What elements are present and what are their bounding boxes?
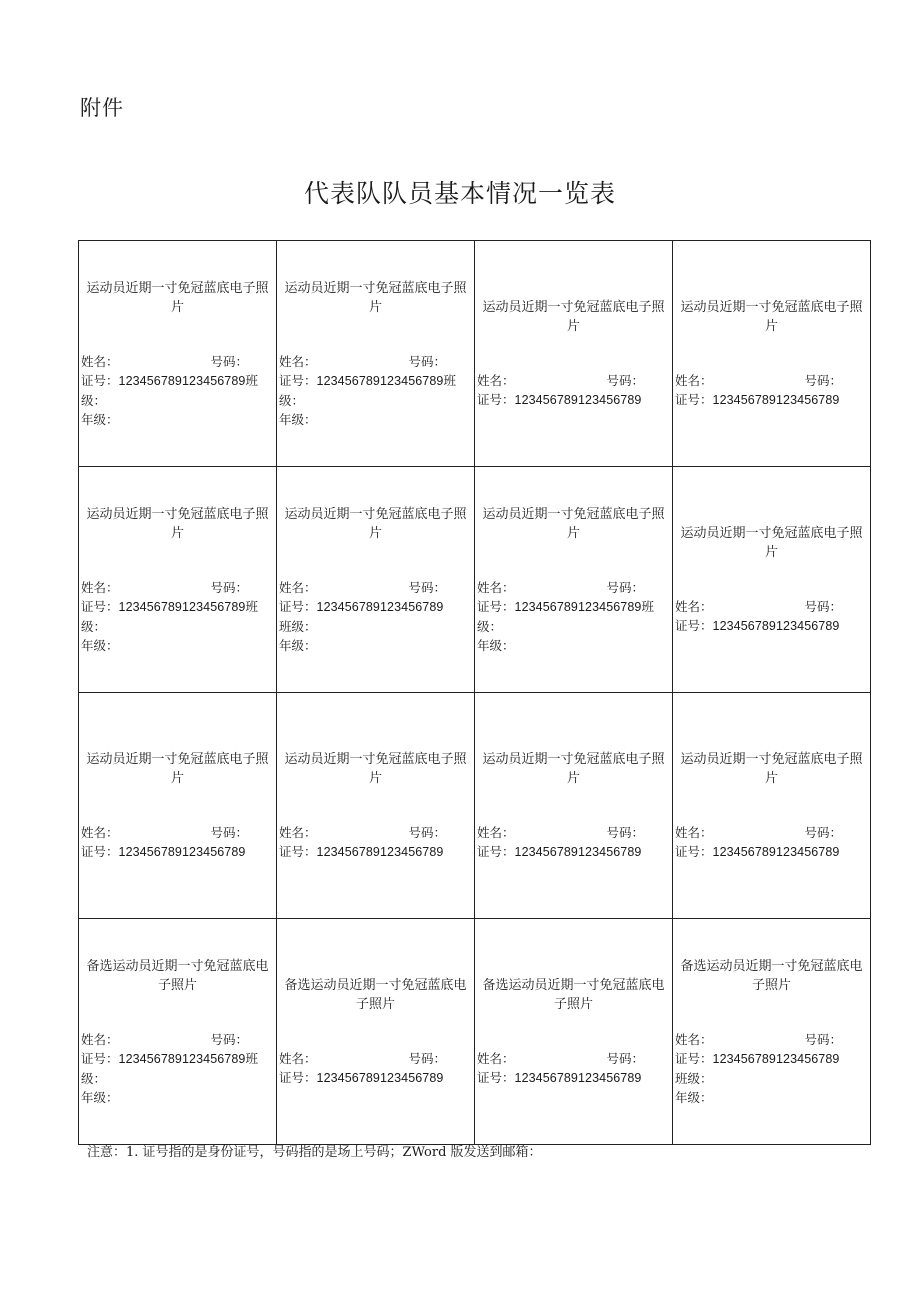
- field-label: 班级：: [279, 618, 317, 634]
- field-label: 号码：: [408, 579, 446, 595]
- field-label: 姓名：: [81, 353, 119, 369]
- athlete-cell: [673, 241, 871, 467]
- field-label: 证号：: [81, 598, 119, 614]
- athlete-cell: [277, 693, 475, 919]
- field-label: 号码：: [210, 353, 248, 369]
- page-title: 代表队队员基本情况一览表: [303, 179, 616, 208]
- name-number-row: [675, 371, 868, 390]
- name-number-row: [675, 1030, 868, 1049]
- field-label: 姓名：: [81, 824, 119, 840]
- field-label: 证号：: [279, 372, 317, 388]
- table-row: [79, 919, 871, 1145]
- id-value: 123456789123456789: [712, 618, 840, 633]
- grade-row: [81, 410, 274, 429]
- class-row: [279, 391, 472, 410]
- field-label: 证号：: [279, 598, 317, 614]
- field-label: 姓名：: [675, 372, 713, 388]
- id-value: 123456789123456789: [514, 1070, 642, 1085]
- id-row: [477, 597, 670, 617]
- athlete-cell: [673, 467, 871, 693]
- class-row: [675, 1069, 868, 1088]
- field-label: 班: [641, 598, 654, 614]
- name-number-row: [279, 352, 472, 371]
- field-label: 姓名：: [279, 579, 317, 595]
- field-label: 证号：: [81, 843, 119, 859]
- athlete-info: [279, 1049, 472, 1088]
- id-row: [279, 1068, 472, 1088]
- field-label: 级：: [279, 392, 305, 408]
- athlete-info: [279, 352, 472, 429]
- athlete-info: [477, 823, 670, 862]
- field-label: 号码：: [606, 1050, 644, 1066]
- athlete-cell: [475, 467, 673, 693]
- grade-row: [675, 1088, 868, 1107]
- name-number-row: [81, 1030, 274, 1049]
- table-row: [79, 693, 871, 919]
- field-label: 年级：: [81, 637, 119, 653]
- id-value: 123456789123456789: [316, 599, 444, 614]
- athlete-cell: [79, 919, 277, 1145]
- attachment-label: 附件: [80, 96, 124, 120]
- field-label: 号码：: [606, 579, 644, 595]
- field-label: 证号：: [477, 391, 515, 407]
- id-value: 123456789123456789: [316, 373, 444, 388]
- field-label: 姓名：: [477, 824, 515, 840]
- field-label: 年级：: [279, 637, 317, 653]
- athlete-cell: [277, 241, 475, 467]
- id-value: 123456789123456789: [118, 844, 246, 859]
- athlete-info: [675, 1030, 868, 1107]
- id-row: [81, 597, 274, 617]
- field-label: 证号：: [81, 1050, 119, 1066]
- photo-placeholder[interactable]: 运动员近期一寸免冠蓝底电子照片: [86, 506, 269, 541]
- id-row: [477, 842, 670, 862]
- id-value: 123456789123456789: [712, 844, 840, 859]
- athlete-info: [675, 597, 868, 636]
- photo-placeholder[interactable]: 运动员近期一寸免冠蓝底电子照片: [284, 751, 467, 786]
- id-row: [675, 1049, 868, 1069]
- field-label: 号码：: [804, 372, 842, 388]
- field-label: 号码：: [408, 1050, 446, 1066]
- id-row: [675, 390, 868, 410]
- photo-placeholder[interactable]: 备选运动员近期一寸免冠蓝底电子照片: [482, 977, 665, 1012]
- id-value: 123456789123456789: [316, 1070, 444, 1085]
- class-row: [81, 617, 274, 636]
- field-label: 姓名：: [81, 1031, 119, 1047]
- athlete-cell: [79, 241, 277, 467]
- name-number-row: [675, 823, 868, 842]
- field-label: 号码：: [210, 1031, 248, 1047]
- photo-placeholder[interactable]: 运动员近期一寸免冠蓝底电子照片: [482, 299, 665, 334]
- athlete-cell: [673, 919, 871, 1145]
- field-label: 号码：: [408, 824, 446, 840]
- grade-row: [279, 636, 472, 655]
- photo-placeholder[interactable]: 运动员近期一寸免冠蓝底电子照片: [680, 525, 863, 560]
- name-number-row: [477, 823, 670, 842]
- athlete-cell: [475, 241, 673, 467]
- field-label: 证号：: [675, 843, 713, 859]
- field-label: 姓名：: [477, 579, 515, 595]
- table-row: [79, 241, 871, 467]
- name-number-row: [477, 1049, 670, 1068]
- athlete-info: [477, 578, 670, 655]
- field-label: 号码：: [408, 353, 446, 369]
- athlete-cell: [79, 693, 277, 919]
- field-label: 级：: [477, 618, 503, 634]
- photo-placeholder[interactable]: 运动员近期一寸免冠蓝底电子照片: [284, 280, 467, 315]
- field-label: 姓名：: [279, 824, 317, 840]
- athlete-cell: [277, 919, 475, 1145]
- field-label: 班: [245, 372, 258, 388]
- id-value: 123456789123456789: [514, 844, 642, 859]
- name-number-row: [477, 578, 670, 597]
- id-value: 123456789123456789: [118, 599, 246, 614]
- field-label: 证号：: [675, 1050, 713, 1066]
- field-label: 姓名：: [81, 579, 119, 595]
- name-number-row: [81, 352, 274, 371]
- id-value: 123456789123456789: [118, 373, 246, 388]
- field-label: 号码：: [804, 824, 842, 840]
- field-label: 姓名：: [279, 353, 317, 369]
- athlete-cell: [277, 467, 475, 693]
- field-label: 班级：: [675, 1070, 713, 1086]
- photo-placeholder[interactable]: 运动员近期一寸免冠蓝底电子照片: [86, 751, 269, 786]
- id-value: 123456789123456789: [712, 392, 840, 407]
- field-label: 号码：: [210, 824, 248, 840]
- athlete-info: [81, 823, 274, 862]
- athlete-cell: [475, 693, 673, 919]
- name-number-row: [81, 823, 274, 842]
- grade-row: [279, 410, 472, 429]
- field-label: 班: [245, 598, 258, 614]
- id-row: [81, 842, 274, 862]
- field-label: 年级：: [81, 1089, 119, 1105]
- athlete-info: [81, 578, 274, 655]
- field-label: 姓名：: [279, 1050, 317, 1066]
- id-row: [477, 1068, 670, 1088]
- field-label: 号码：: [606, 372, 644, 388]
- grade-row: [81, 636, 274, 655]
- photo-placeholder[interactable]: 运动员近期一寸免冠蓝底电子照片: [284, 506, 467, 541]
- field-label: 姓名：: [675, 824, 713, 840]
- name-number-row: [279, 823, 472, 842]
- athlete-info: [477, 1049, 670, 1088]
- table-row: [79, 467, 871, 693]
- athlete-info: [81, 1030, 274, 1107]
- id-row: [279, 842, 472, 862]
- field-label: 年级：: [279, 411, 317, 427]
- athlete-info: [675, 823, 868, 862]
- field-label: 级：: [81, 618, 107, 634]
- field-label: 证号：: [477, 843, 515, 859]
- athlete-info: [81, 352, 274, 429]
- photo-placeholder[interactable]: 运动员近期一寸免冠蓝底电子照片: [680, 299, 863, 334]
- id-value: 123456789123456789: [712, 1051, 840, 1066]
- id-value: 123456789123456789: [118, 1051, 246, 1066]
- name-number-row: [477, 371, 670, 390]
- field-label: 证号：: [477, 1069, 515, 1085]
- athlete-cell: [475, 919, 673, 1145]
- field-label: 号码：: [804, 1031, 842, 1047]
- class-row: [477, 617, 670, 636]
- athlete-info: [279, 823, 472, 862]
- field-label: 姓名：: [675, 1031, 713, 1047]
- class-row: [81, 391, 274, 410]
- id-value: 123456789123456789: [514, 392, 642, 407]
- photo-placeholder[interactable]: 运动员近期一寸免冠蓝底电子照片: [482, 506, 665, 541]
- field-label: 号码：: [804, 598, 842, 614]
- id-row: [279, 371, 472, 391]
- id-value: 123456789123456789: [316, 844, 444, 859]
- field-label: 班: [443, 372, 456, 388]
- field-label: 号码：: [606, 824, 644, 840]
- photo-placeholder[interactable]: 备选运动员近期一寸免冠蓝底电子照片: [86, 958, 269, 993]
- name-number-row: [81, 578, 274, 597]
- field-label: 年级：: [477, 637, 515, 653]
- field-label: 姓名：: [477, 372, 515, 388]
- id-row: [81, 1049, 274, 1069]
- photo-placeholder[interactable]: 运动员近期一寸免冠蓝底电子照片: [482, 751, 665, 786]
- athlete-cell: [79, 467, 277, 693]
- id-row: [279, 597, 472, 617]
- name-number-row: [279, 1049, 472, 1068]
- id-row: [81, 371, 274, 391]
- field-label: 年级：: [81, 411, 119, 427]
- field-label: 证号：: [675, 617, 713, 633]
- field-label: 证号：: [477, 598, 515, 614]
- roster-table: [78, 240, 871, 1145]
- photo-placeholder[interactable]: 备选运动员近期一寸免冠蓝底电子照片: [680, 958, 863, 993]
- athlete-info: [477, 371, 670, 410]
- id-row: [675, 616, 868, 636]
- athlete-info: [279, 578, 472, 655]
- field-label: 证号：: [279, 843, 317, 859]
- grade-row: [477, 636, 670, 655]
- id-row: [675, 842, 868, 862]
- athlete-cell: [673, 693, 871, 919]
- field-label: 班: [245, 1050, 258, 1066]
- field-label: 姓名：: [477, 1050, 515, 1066]
- name-number-row: [279, 578, 472, 597]
- field-label: 年级：: [675, 1089, 713, 1105]
- field-label: 级：: [81, 1070, 107, 1086]
- field-label: 号码：: [210, 579, 248, 595]
- grade-row: [81, 1088, 274, 1107]
- id-row: [477, 390, 670, 410]
- class-row: [279, 617, 472, 636]
- athlete-info: [675, 371, 868, 410]
- class-row: [81, 1069, 274, 1088]
- photo-placeholder[interactable]: 备选运动员近期一寸免冠蓝底电子照片: [284, 977, 467, 1012]
- name-number-row: [675, 597, 868, 616]
- field-label: 证号：: [675, 391, 713, 407]
- field-label: 姓名：: [675, 598, 713, 614]
- field-label: 证号：: [81, 372, 119, 388]
- footnote: 注意：1. 证号指的是身份证号，号码指的是场上号码；ZWord 版发送到邮箱：: [87, 1145, 542, 1160]
- id-value: 123456789123456789: [514, 599, 642, 614]
- photo-placeholder[interactable]: 运动员近期一寸免冠蓝底电子照片: [86, 280, 269, 315]
- field-label: 证号：: [279, 1069, 317, 1085]
- field-label: 级：: [81, 392, 107, 408]
- photo-placeholder[interactable]: 运动员近期一寸免冠蓝底电子照片: [680, 751, 863, 786]
